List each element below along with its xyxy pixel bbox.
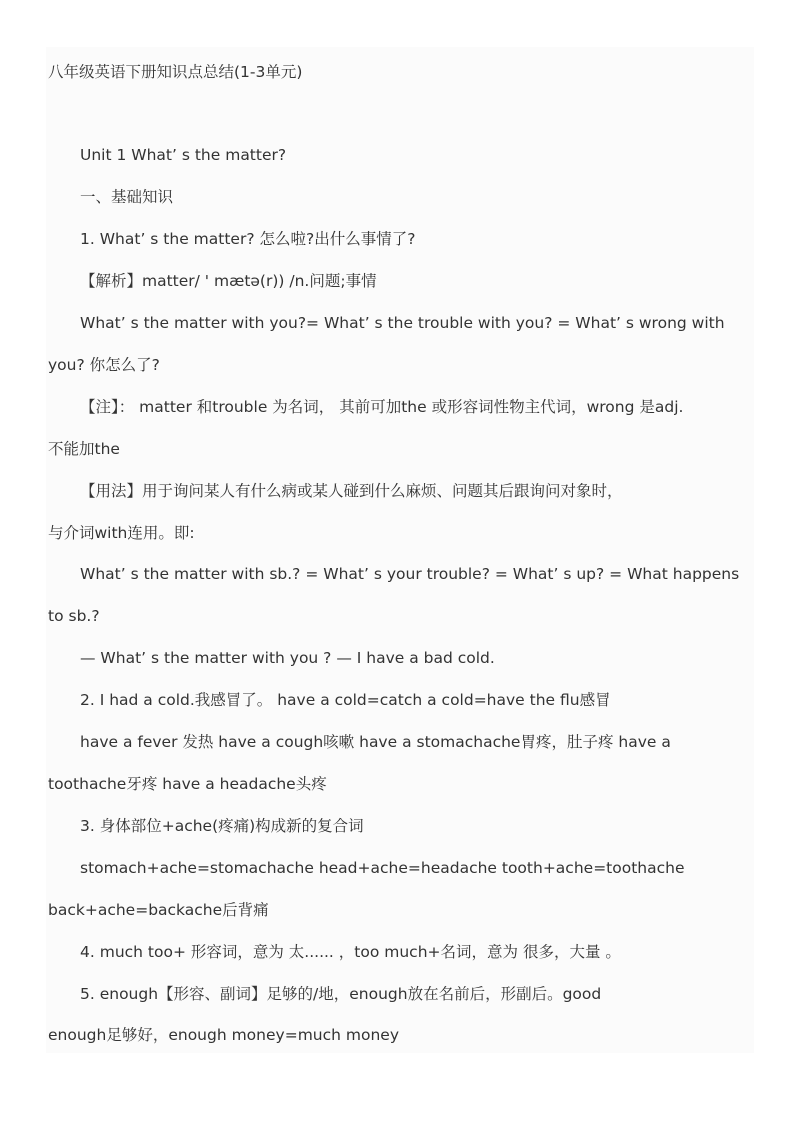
text-line: What’ s the matter with you?= What’ s the trouble with you? = What’ s wrong with <box>80 314 725 332</box>
text-line: 【用法】用于询问某人有什么病或某人碰到什么麻烦、问题其后跟询问对象时， <box>80 482 623 500</box>
text-line: 【解析】matter/ ' mætə(r)) /n.问题;事情 <box>80 272 377 290</box>
text-line: to sb.? <box>48 607 100 625</box>
text-line: 不能加the <box>48 440 120 458</box>
text-line: — What’ s the matter with you ? — I have a bad cold. <box>80 649 495 667</box>
text-line: back+ache=backache后背痛 <box>48 901 269 919</box>
text-line: What’ s the matter with sb.? = What’ s your trouble? = What’ s up? = What happens <box>80 565 740 583</box>
section-heading: 一、基础知识 <box>80 188 174 206</box>
text-line: toothache牙疼 have a headache头疼 <box>48 775 327 793</box>
text-line: 4. much too+ 形容词，意为 太...... ，too much+名词，意为 很多，大量 。 <box>80 943 621 961</box>
text-line: stomach+ache=stomachache head+ache=headache tooth+ache=toothache <box>80 859 685 877</box>
text-line: 【注】： matter 和trouble 为名词， 其前可加the 或形容词性物主代词，wrong 是adj. <box>80 398 684 416</box>
text-line: enough足够好，enough money=much money <box>48 1026 399 1044</box>
text-line: have a fever 发热 have a cough咳嗽 have a stomachache胃疼，肚子疼 have a <box>80 733 671 751</box>
text-line: 1. What’ s the matter? 怎么啦?出什么事情了? <box>80 230 416 248</box>
text-line: 3. 身体部位+ache(疼痛)构成新的复合词 <box>80 817 364 835</box>
text-line: 与介词with连用。即: <box>48 524 195 542</box>
text-line: 5. enough【形容、副词】足够的/地，enough放在名前后，形副后。good <box>80 985 602 1003</box>
document-title: 八年级英语下册知识点总结(1-3单元) <box>48 63 303 81</box>
text-line: you? 你怎么了? <box>48 356 160 374</box>
text-line: 2. I had a cold.我感冒了。 have a cold=catch a cold=have the flu感冒 <box>80 691 611 709</box>
unit-heading: Unit 1 What’ s the matter? <box>80 146 287 164</box>
